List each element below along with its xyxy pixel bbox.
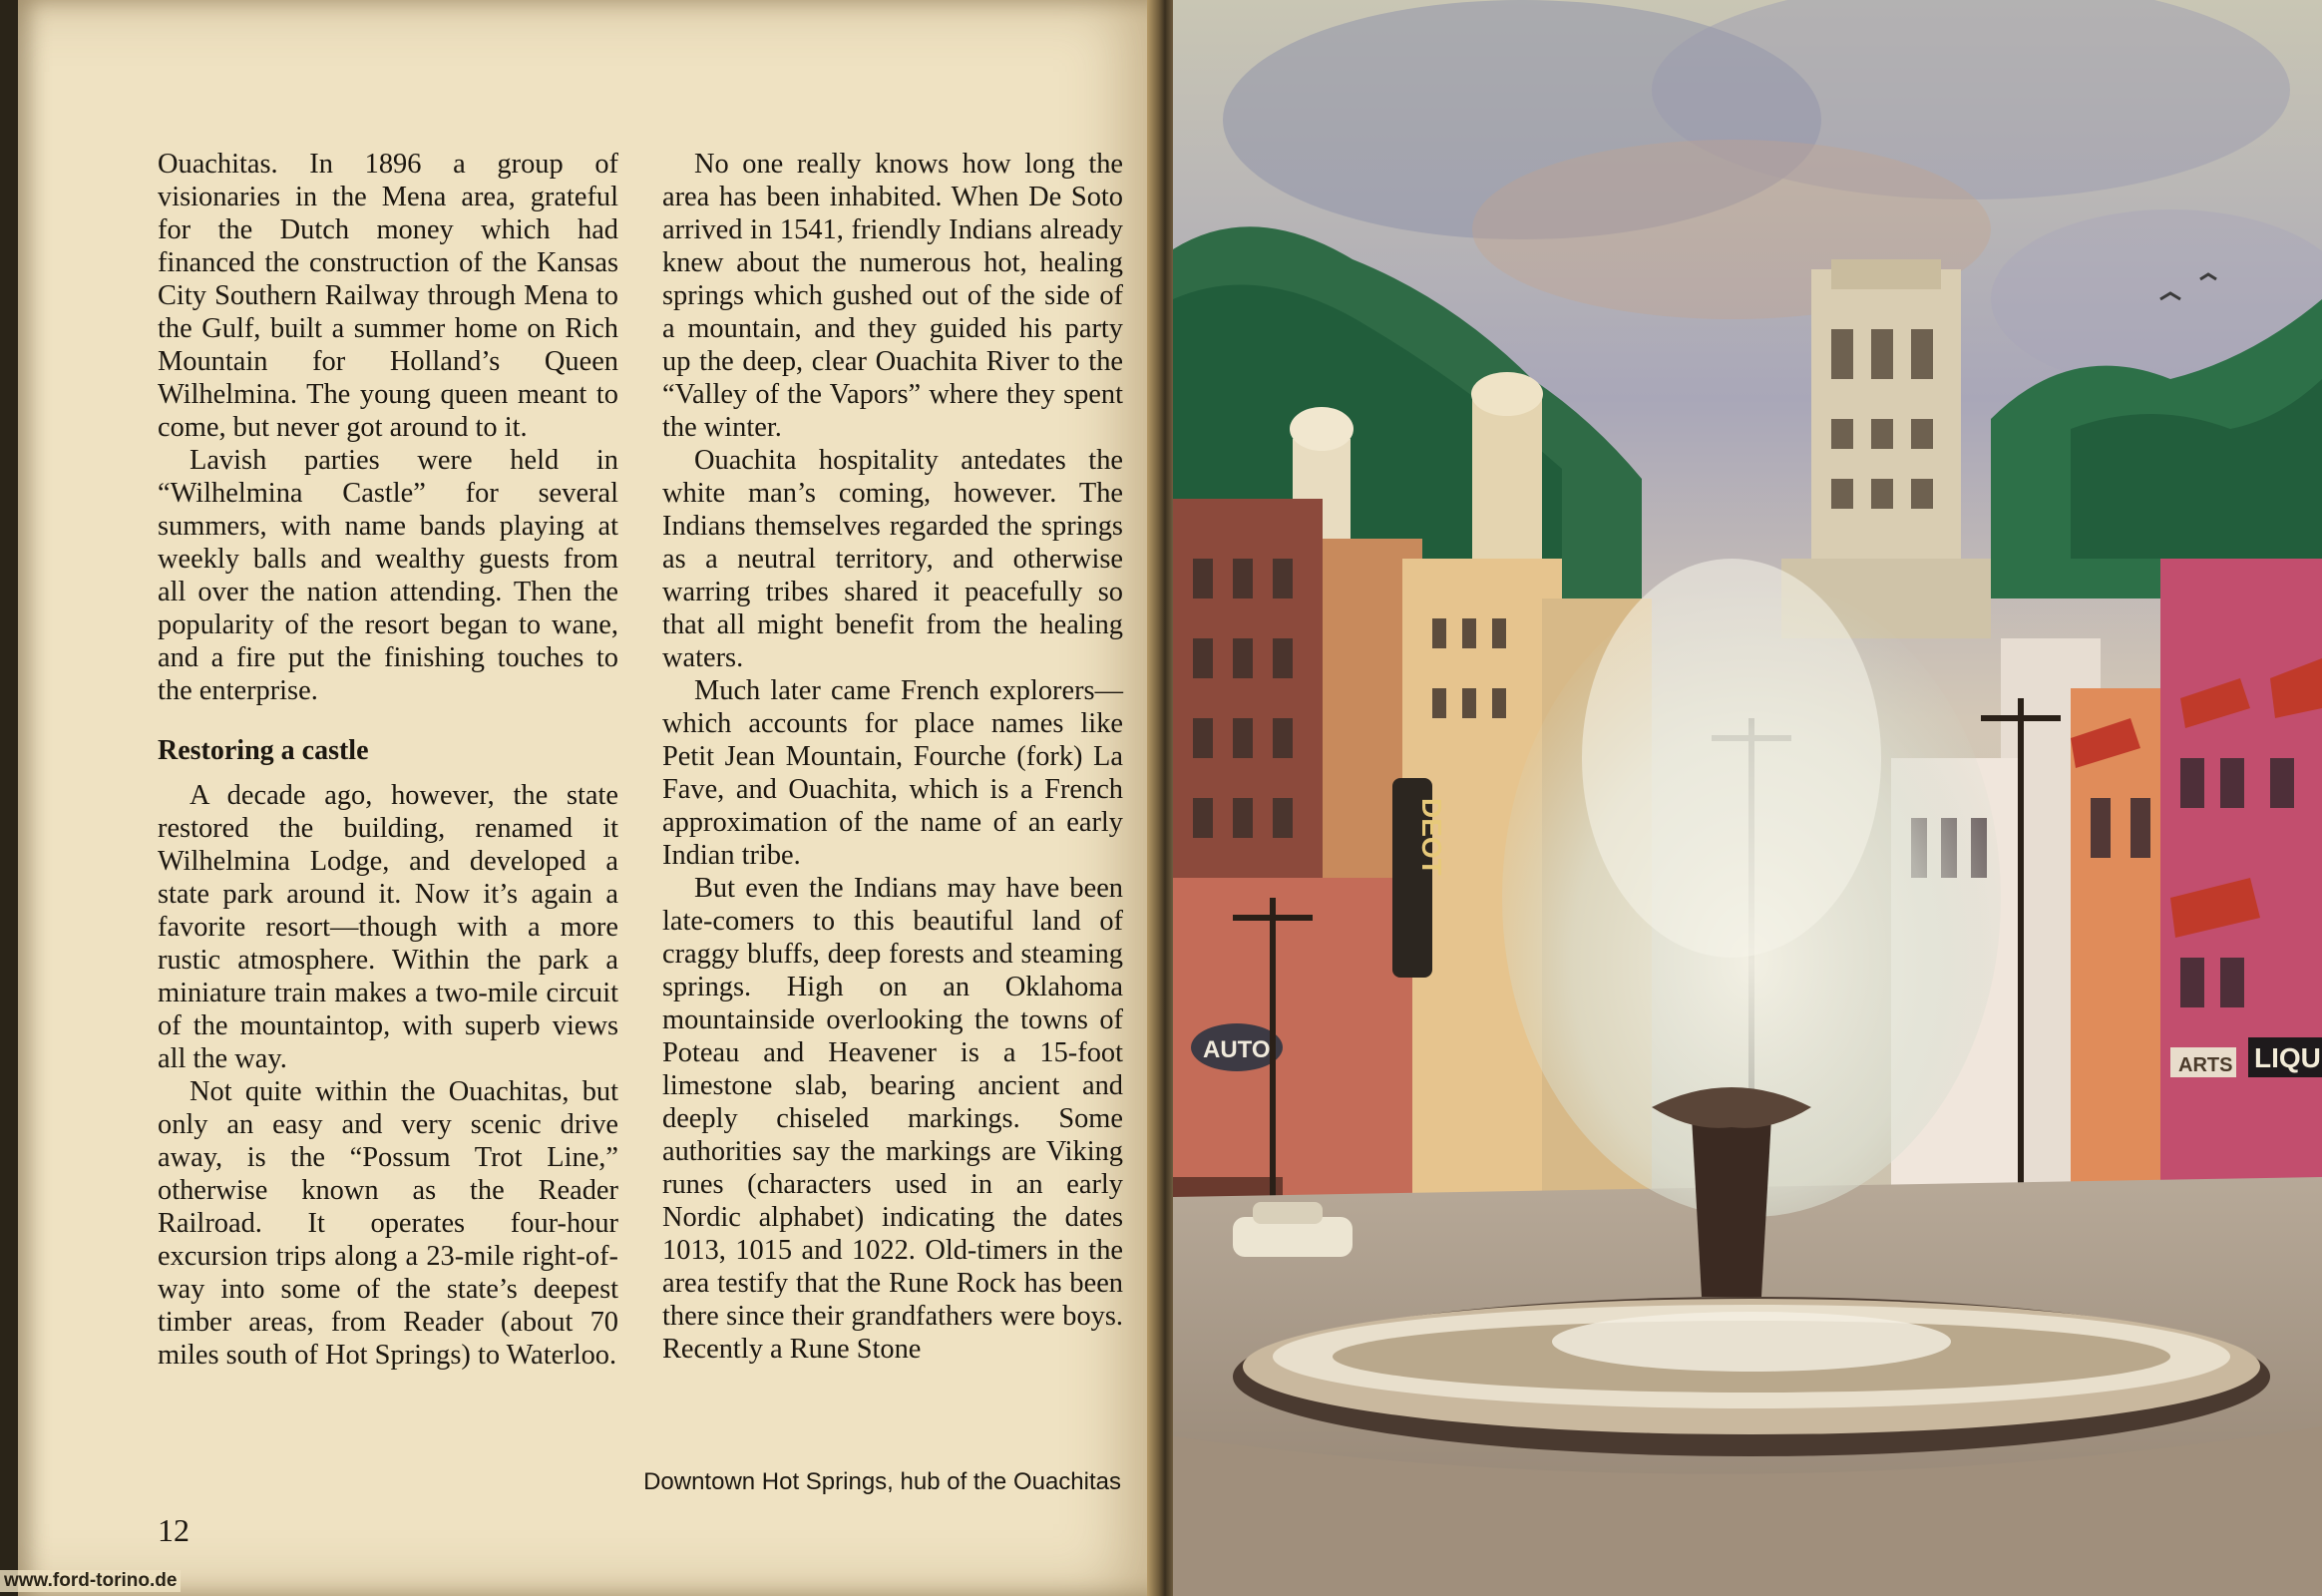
paragraph: A decade ago, however, the state restored the building, renamed it Wilhelmina Lodge, and developed a state park around it. Now it’s again a favorite resort—though with a more rustic atmosphere. Within the park a miniature train makes a two-mile circuit of the mountaintop, with superb views all the way. bbox=[158, 780, 618, 1074]
paragraph: Much later came French explorers—which accounts for place names like Petit Jean Mountain, Fourche (fork) La Fave, and Ouachita, which is a French approximation of the name of an early Indian tribe. bbox=[662, 675, 1123, 871]
paragraph: But even the Indians may have been late-comers to this beautiful land of craggy bluffs, deep forests and steaming springs. High on an Oklahoma mountainside overlooking the towns of Poteau and Heavener is a 15-foot limestone slab, bearing ancient and deeply chiseled markings. Some authorities say the markings are Viking runes (characters used in an early Nordic alphabet) indicating the dates 1013, 1015 and 1022. Old-timers in the area testify that the Rune Rock has been there since their grandfathers were boys. Recently a Rune Stone bbox=[662, 873, 1123, 1365]
sign-auto: AUTO bbox=[1203, 1036, 1271, 1063]
watermark-url: www.ford-torino.de bbox=[0, 1570, 181, 1592]
paragraph: Ouachitas. In 1896 a group of visionaries in the Mena area, grateful for the Dutch money which had financed the construction of the Kansas City Southern Railway through Mena to the Gulf, built a summer home on Rich Mountain for Holland’s Queen Wilhelmina. The young queen meant to come, but never got around to it. bbox=[158, 149, 618, 443]
text-column-2 bbox=[662, 148, 1123, 1366]
paragraph: Ouachita hospitality antedates the white man’s coming, however. The Indians themselves regarded the springs as a neutral territory, and otherwise warring tribes shared it peacefully so that all might benefit from the healing waters. bbox=[662, 445, 1123, 673]
image-caption: Downtown Hot Springs, hub of the Ouachitas bbox=[643, 1468, 1121, 1495]
page-number: 12 bbox=[158, 1512, 190, 1548]
left-page bbox=[18, 0, 1165, 1596]
paragraph: No one really knows how long the area has been inhabited. When De Soto arrived in 1541, friendly Indians already knew about the numerous hot, healing springs which gushed out of the side of a mountain, and they guided his party up the deep, clear Ouachita River to the “Valley of the Vapors” where they spent the winter. bbox=[662, 149, 1123, 443]
section-heading: Restoring a castle bbox=[158, 735, 369, 766]
sign-liquor: LIQU bbox=[2254, 1042, 2321, 1073]
sign-depot: DEOT bbox=[1416, 798, 1447, 876]
paragraph: Lavish parties were held in “Wilhelmina Castle” for several summers, with name bands playing at weekly balls and wealthy guests from all over the nation attending. Then the popularity of the resort began to wane, and a fire put the finishing touches to the enterprise. bbox=[158, 445, 618, 706]
paragraph: Not quite within the Ouachitas, but only an easy and very scenic drive away, is the “Possum Trot Line,” otherwise known as the Reader Railroad. It operates four-hour excursion trips along a 23-mile right-of-way into some of the state’s deepest timber areas, from Reader (about 70 miles south of Hot Springs) to Waterloo. bbox=[158, 1076, 618, 1371]
illustration-page bbox=[1173, 0, 2322, 1596]
sign-arts: ARTS bbox=[2178, 1054, 2233, 1076]
text-column-1 bbox=[158, 148, 618, 1372]
watercolor-illustration bbox=[1173, 0, 2322, 1596]
